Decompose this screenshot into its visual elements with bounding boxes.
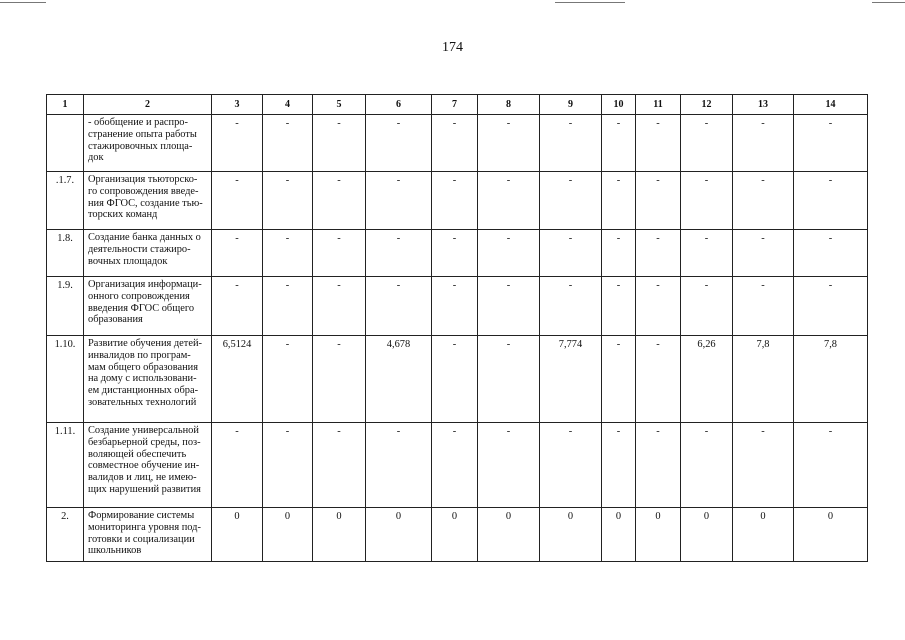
row-number: .1.7. (47, 172, 84, 230)
row-number: 1.11. (47, 423, 84, 508)
table-row (47, 115, 868, 172)
description-line: го сопровождения введе- (88, 185, 199, 197)
value-cell: - (263, 336, 313, 423)
row-description (84, 336, 212, 423)
value-cell: 0 (540, 508, 602, 562)
value-cell: - (432, 230, 478, 277)
value-cell: 6,5124 (212, 336, 263, 423)
value-cell: 0 (263, 508, 313, 562)
table-row (47, 423, 868, 508)
value-cell: - (366, 230, 432, 277)
header-cell: 3 (212, 95, 263, 115)
value-cell: - (733, 115, 794, 172)
value-cell: - (602, 230, 636, 277)
value-cell: - (636, 336, 681, 423)
row-description (84, 115, 212, 172)
value-cell: - (212, 172, 263, 230)
value-cell: - (366, 277, 432, 336)
value-cell: - (432, 115, 478, 172)
description-line: воляющей обеспечить (88, 448, 187, 460)
description-line: Создание универсальной (88, 425, 199, 436)
description-line: - обобщение и распро- (88, 117, 188, 128)
description-line: щих нарушений развития (88, 483, 201, 495)
value-cell: - (733, 423, 794, 508)
value-cell: - (212, 115, 263, 172)
page-number: 174 (442, 40, 463, 55)
description-line: мониторинга уровня под- (88, 521, 201, 533)
value-cell: - (212, 277, 263, 336)
description-line: онного сопровождения (88, 290, 190, 302)
value-cell: - (733, 277, 794, 336)
value-cell: - (794, 277, 868, 336)
description-line: торских команд (88, 209, 158, 221)
description-line: вочных площадок (88, 255, 168, 267)
value-cell: - (263, 423, 313, 508)
value-cell: - (602, 336, 636, 423)
value-cell: 0 (212, 508, 263, 562)
description-line: странение опыта работы (88, 128, 197, 140)
data-table (46, 94, 868, 562)
value-cell: 4,678 (366, 336, 432, 423)
value-cell: 0 (313, 508, 366, 562)
row-number (47, 115, 84, 172)
header-cell: 6 (366, 95, 432, 115)
value-cell: - (636, 115, 681, 172)
value-cell: - (478, 230, 540, 277)
value-cell: - (478, 277, 540, 336)
value-cell: - (636, 172, 681, 230)
value-cell: - (263, 230, 313, 277)
header-cell: 2 (84, 95, 212, 115)
value-cell: 0 (733, 508, 794, 562)
value-cell: - (313, 230, 366, 277)
value-cell: - (366, 423, 432, 508)
description-line: Организация информаци- (88, 279, 202, 290)
value-cell: - (432, 172, 478, 230)
table-body (47, 95, 868, 562)
value-cell: - (478, 423, 540, 508)
value-cell: - (681, 423, 733, 508)
value-cell: - (540, 423, 602, 508)
description-line: Развитие обучения детей- (88, 338, 202, 349)
value-cell: - (432, 423, 478, 508)
value-cell: - (794, 115, 868, 172)
value-cell: - (602, 423, 636, 508)
header-cell: 9 (540, 95, 602, 115)
header-row (47, 95, 868, 115)
description-line: готовки и социализации (88, 533, 195, 545)
value-cell: 6,26 (681, 336, 733, 423)
row-number: 1.9. (47, 277, 84, 336)
header-cell: 11 (636, 95, 681, 115)
table-row (47, 230, 868, 277)
header-cell: 5 (313, 95, 366, 115)
description-line: док (88, 152, 104, 164)
value-cell: - (602, 115, 636, 172)
description-line: введения ФГОС общего (88, 302, 195, 314)
top-rule-right (872, 2, 905, 3)
table-row (47, 172, 868, 230)
row-description (84, 172, 212, 230)
value-cell: - (681, 277, 733, 336)
table-row (47, 336, 868, 423)
row-description (84, 230, 212, 277)
value-cell: - (212, 423, 263, 508)
description-line: безбарьерной среды, поз- (88, 436, 201, 448)
value-cell: - (263, 277, 313, 336)
row-number: 2. (47, 508, 84, 562)
value-cell: 0 (366, 508, 432, 562)
value-cell: - (313, 277, 366, 336)
description-line: валидов и лиц, не имею- (88, 472, 197, 484)
value-cell: - (478, 172, 540, 230)
header-cell: 7 (432, 95, 478, 115)
value-cell: - (432, 277, 478, 336)
value-cell: - (478, 115, 540, 172)
description-line: деятельности стажиро- (88, 243, 191, 255)
description-line: ем дистанционных обра- (88, 385, 199, 397)
row-description (84, 277, 212, 336)
value-cell: - (313, 423, 366, 508)
row-description (84, 508, 212, 562)
value-cell: - (540, 172, 602, 230)
value-cell: - (366, 172, 432, 230)
value-cell: 0 (794, 508, 868, 562)
table-row (47, 508, 868, 562)
value-cell: - (681, 115, 733, 172)
row-number: 1.8. (47, 230, 84, 277)
value-cell: 7,8 (733, 336, 794, 423)
value-cell: - (540, 230, 602, 277)
value-cell: - (681, 230, 733, 277)
value-cell: - (432, 336, 478, 423)
value-cell: - (733, 172, 794, 230)
value-cell: 0 (636, 508, 681, 562)
header-cell: 10 (602, 95, 636, 115)
value-cell: - (540, 277, 602, 336)
value-cell: - (313, 172, 366, 230)
value-cell: - (602, 277, 636, 336)
value-cell: - (733, 230, 794, 277)
value-cell: - (636, 277, 681, 336)
description-line: школьников (88, 545, 142, 557)
description-line: Создание банка данных о (88, 232, 201, 243)
row-number: 1.10. (47, 336, 84, 423)
header-cell: 12 (681, 95, 733, 115)
value-cell: - (366, 115, 432, 172)
value-cell: 7,774 (540, 336, 602, 423)
description-line: зовательных технологий (88, 396, 197, 408)
top-rule-middle (555, 2, 625, 3)
value-cell: - (681, 172, 733, 230)
header-cell: 13 (733, 95, 794, 115)
description-line: Формирование системы (88, 510, 195, 521)
description-line: образования (88, 314, 143, 326)
value-cell: - (478, 336, 540, 423)
description-line: инвалидов по програм- (88, 349, 191, 361)
description-line: мам общего образования (88, 361, 198, 373)
description-line: ния ФГОС, создание тью- (88, 197, 203, 209)
value-cell: - (313, 115, 366, 172)
header-cell: 1 (47, 95, 84, 115)
description-line: совместное обучение ин- (88, 460, 200, 472)
value-cell: - (794, 230, 868, 277)
description-line: на дому с использовани- (88, 373, 197, 385)
top-rule-left (0, 2, 46, 3)
header-cell: 8 (478, 95, 540, 115)
value-cell: 0 (681, 508, 733, 562)
header-cell: 14 (794, 95, 868, 115)
value-cell: - (540, 115, 602, 172)
value-cell: - (263, 172, 313, 230)
description-line: Организация тьюторско- (88, 174, 198, 185)
header-cell: 4 (263, 95, 313, 115)
description-line: стажировочных площа- (88, 140, 193, 152)
value-cell: - (263, 115, 313, 172)
value-cell: - (794, 423, 868, 508)
value-cell: - (212, 230, 263, 277)
value-cell: - (602, 172, 636, 230)
table-row (47, 277, 868, 336)
value-cell: 0 (478, 508, 540, 562)
value-cell: 0 (602, 508, 636, 562)
value-cell: - (313, 336, 366, 423)
value-cell: 0 (432, 508, 478, 562)
value-cell: - (636, 230, 681, 277)
value-cell: - (794, 172, 868, 230)
value-cell: - (636, 423, 681, 508)
value-cell: 7,8 (794, 336, 868, 423)
row-description (84, 423, 212, 508)
